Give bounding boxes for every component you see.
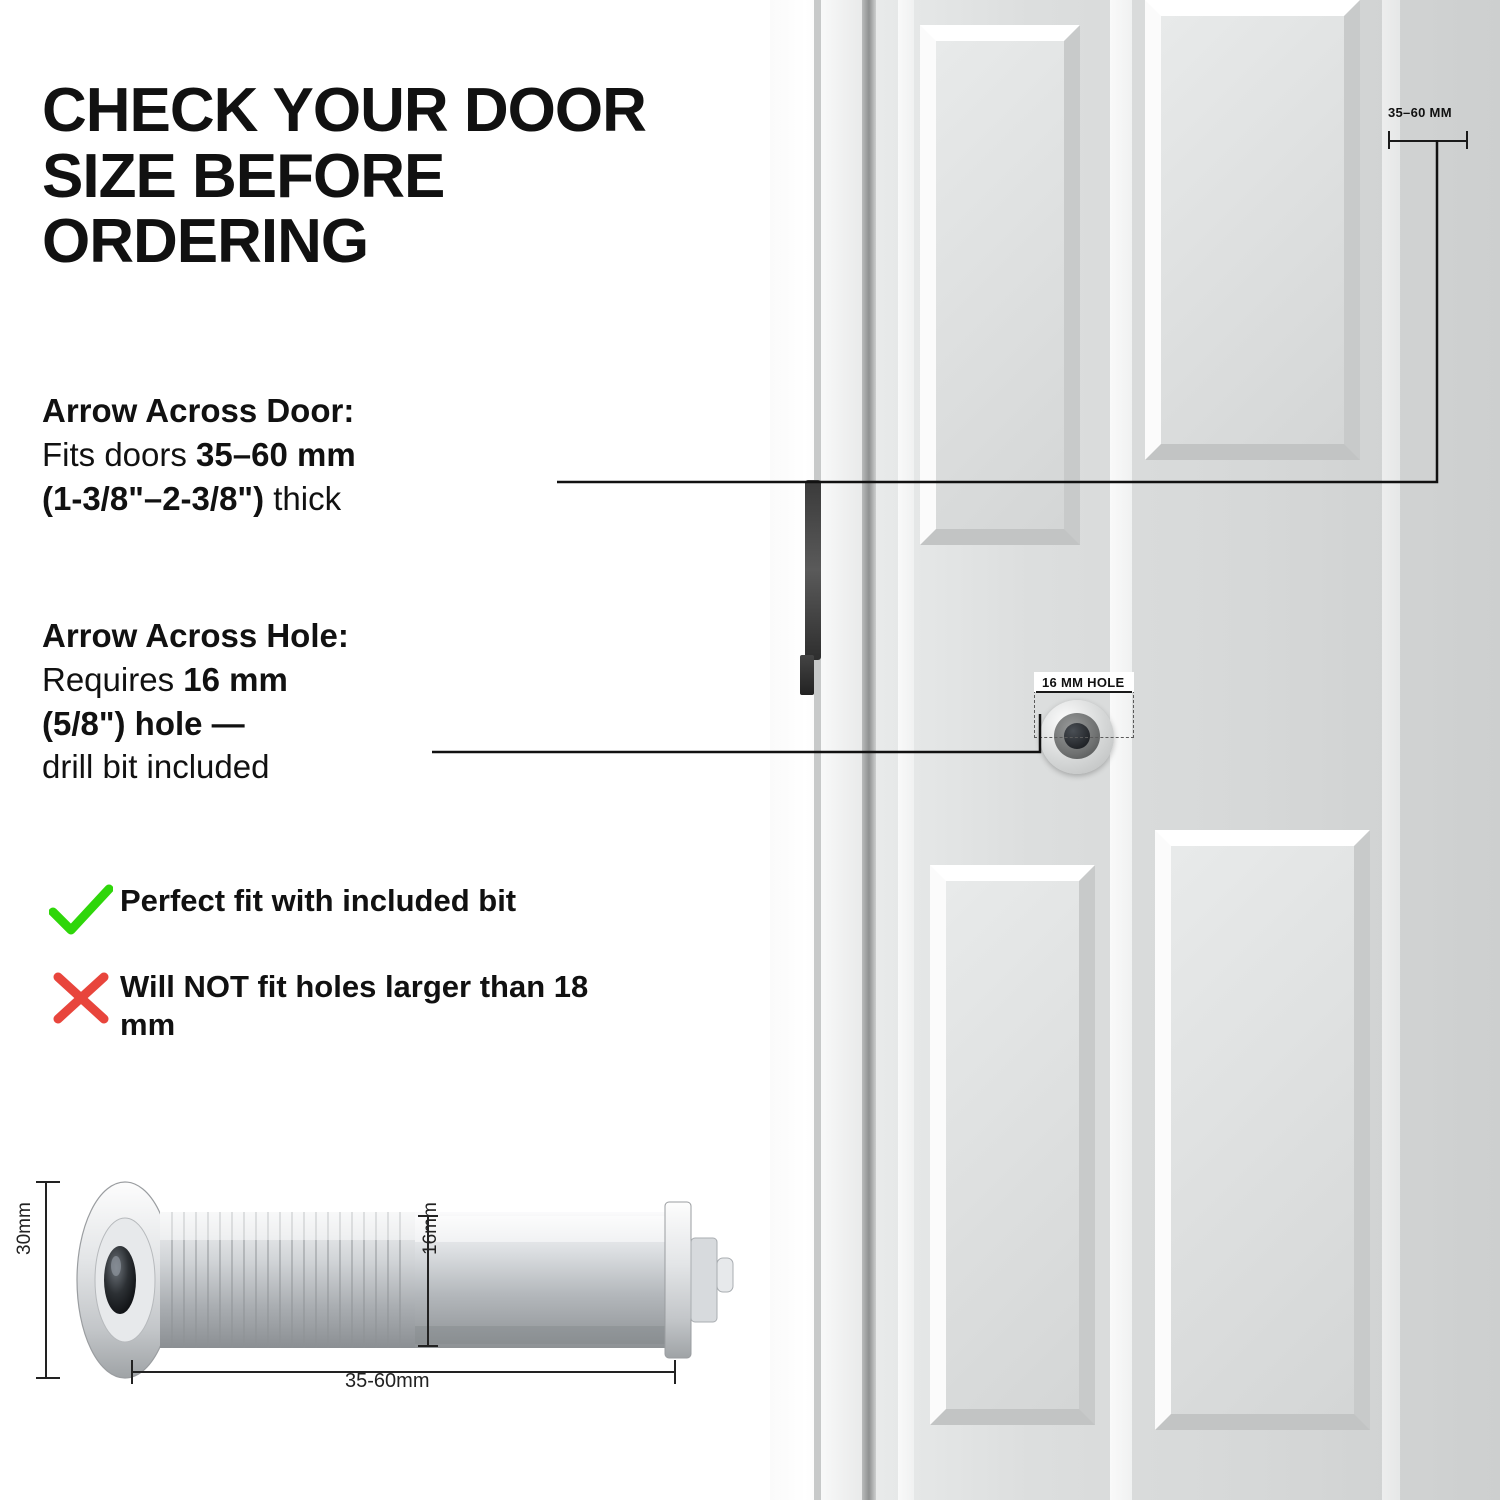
door-thickness-dim-line — [1388, 140, 1468, 142]
hole-size-line1-pre: Requires — [42, 661, 184, 699]
callout-hole-size-title: Arrow Across Hole: — [42, 617, 349, 654]
weather-strip-lower — [800, 655, 814, 695]
hole-size-value: 16 mm — [183, 661, 288, 699]
hole-size-line3: drill bit included — [42, 748, 270, 786]
door-stile-mid — [1110, 0, 1132, 1500]
cross-icon — [42, 966, 120, 1026]
callout-hole-size-body — [42, 658, 602, 789]
hole-size-imperial: (5/8") hole — — [42, 704, 245, 742]
door-thickness-tick-left — [1388, 131, 1390, 149]
peephole-viewer-illustration — [20, 1150, 750, 1450]
callout-door-thickness — [42, 390, 602, 520]
list-item-fit-yes-label: Perfect fit with included bit — [120, 883, 517, 918]
door-thickness-line2-post: thick — [264, 479, 342, 517]
product-diagram — [20, 1150, 750, 1450]
callout-door-thickness-body — [42, 433, 602, 520]
hole-dim-line — [1036, 691, 1132, 693]
door-panel-upper-left-bevel — [920, 25, 1080, 545]
door-stile-left — [898, 0, 914, 1500]
list-item-fit-no-label: Will NOT fit holes larger than 18 mm — [120, 969, 589, 1042]
door-thickness-value: 35–60 mm — [196, 436, 356, 474]
hole-dimension-box — [1034, 690, 1134, 738]
dim-label-barrel: 16mm — [420, 1202, 441, 1255]
callout-door-thickness-title: Arrow Across Door: — [42, 392, 355, 429]
hole-size-caption: 16 MM HOLE — [1042, 675, 1125, 690]
door-panel-lower-left-bevel — [930, 865, 1095, 1425]
jamb-edge — [814, 0, 821, 1500]
weather-strip — [805, 480, 821, 660]
callout-hole-size — [42, 615, 602, 789]
door-panel-upper-right-bevel — [1145, 0, 1360, 460]
door-stile-right — [1382, 0, 1400, 1500]
door-photo — [770, 0, 1500, 1500]
door-thickness-line1-pre: Fits doors — [42, 436, 197, 474]
list-item-fit-no — [42, 966, 642, 1044]
page-title: CHECK YOUR DOOR SIZE BEFORE ORDERING — [42, 76, 646, 277]
door-thickness-imperial: (1-3/8"–2-3/8") — [42, 479, 265, 517]
compatibility-list — [42, 880, 642, 1074]
dim-label-length: 35-60mm — [345, 1370, 430, 1392]
dim-label-height: 30mm — [14, 1202, 35, 1255]
door-thickness-caption: 35–60 MM — [1388, 105, 1452, 120]
check-icon — [42, 880, 120, 936]
door-thickness-tick-right — [1466, 131, 1468, 149]
door-panel-lower-right-bevel — [1155, 830, 1370, 1430]
door-gap-shadow — [862, 0, 876, 1500]
list-item-fit-yes — [42, 880, 642, 936]
